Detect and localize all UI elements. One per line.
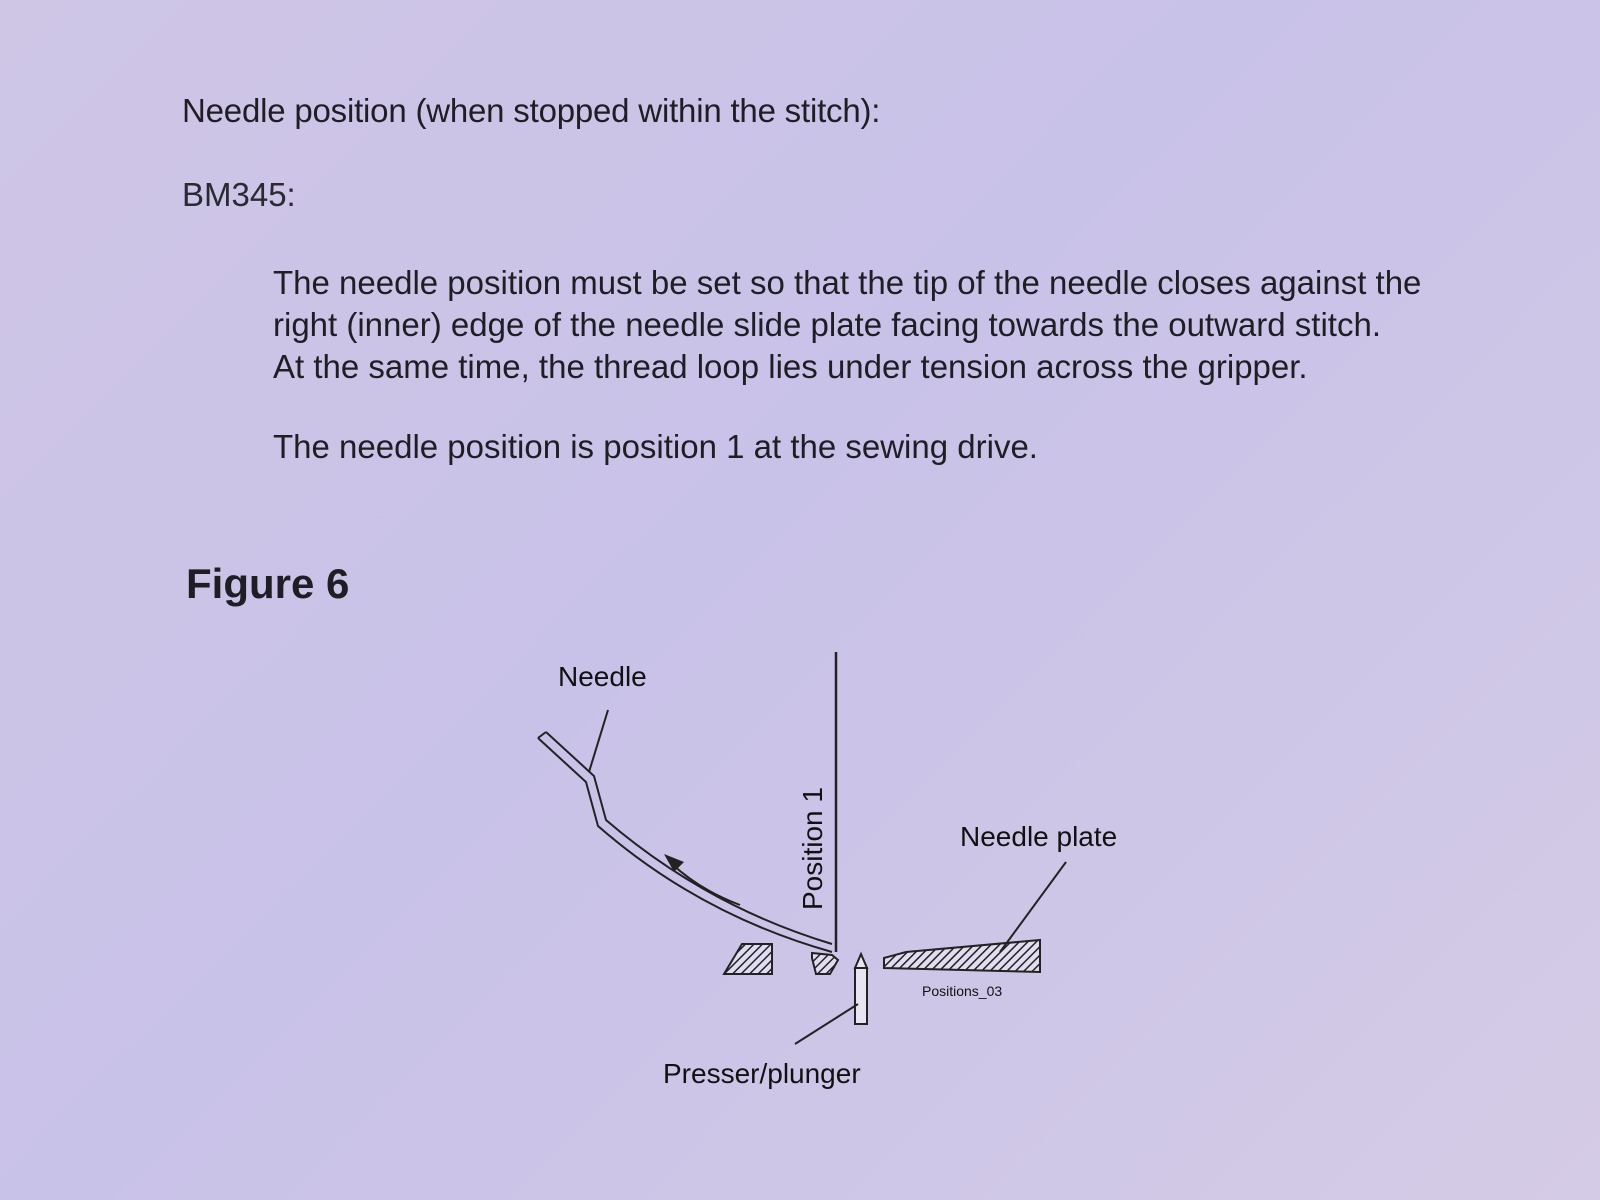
figure-title: Figure 6 xyxy=(186,560,350,607)
model-label: BM345: xyxy=(182,176,296,213)
needle-plate-label: Needle plate xyxy=(960,821,1118,852)
instruction-paragraph-2: At the same time, the thread loop lies under tension across the gripper. xyxy=(273,348,1308,385)
needle-leader-line xyxy=(589,710,608,772)
figure-code: Positions_03 xyxy=(922,983,1003,999)
motion-arrow xyxy=(664,854,740,905)
needle-shape xyxy=(538,732,832,952)
position-label: Position 1 xyxy=(797,787,828,910)
instruction-paragraph-1: The needle position must be set so that the tip of the needle closes against the right (inner) edge of the needle slide plate facing towards the outward stitch. xyxy=(273,264,1422,343)
slide-plate-left-block xyxy=(724,944,772,974)
needle-plate-shape xyxy=(884,940,1040,972)
needle-label: Needle xyxy=(558,661,647,692)
presser-leader-line xyxy=(795,1004,858,1044)
section-heading: Needle position (when stopped within the stitch): xyxy=(182,92,881,129)
presser-plunger-shape xyxy=(855,954,867,1024)
slide-plate-right-block xyxy=(812,953,838,974)
presser-label: Presser/plunger xyxy=(663,1058,861,1089)
needle-plate-leader-line xyxy=(1000,862,1066,952)
instruction-paragraph-3: The needle position is position 1 at the sewing drive. xyxy=(273,428,1038,465)
